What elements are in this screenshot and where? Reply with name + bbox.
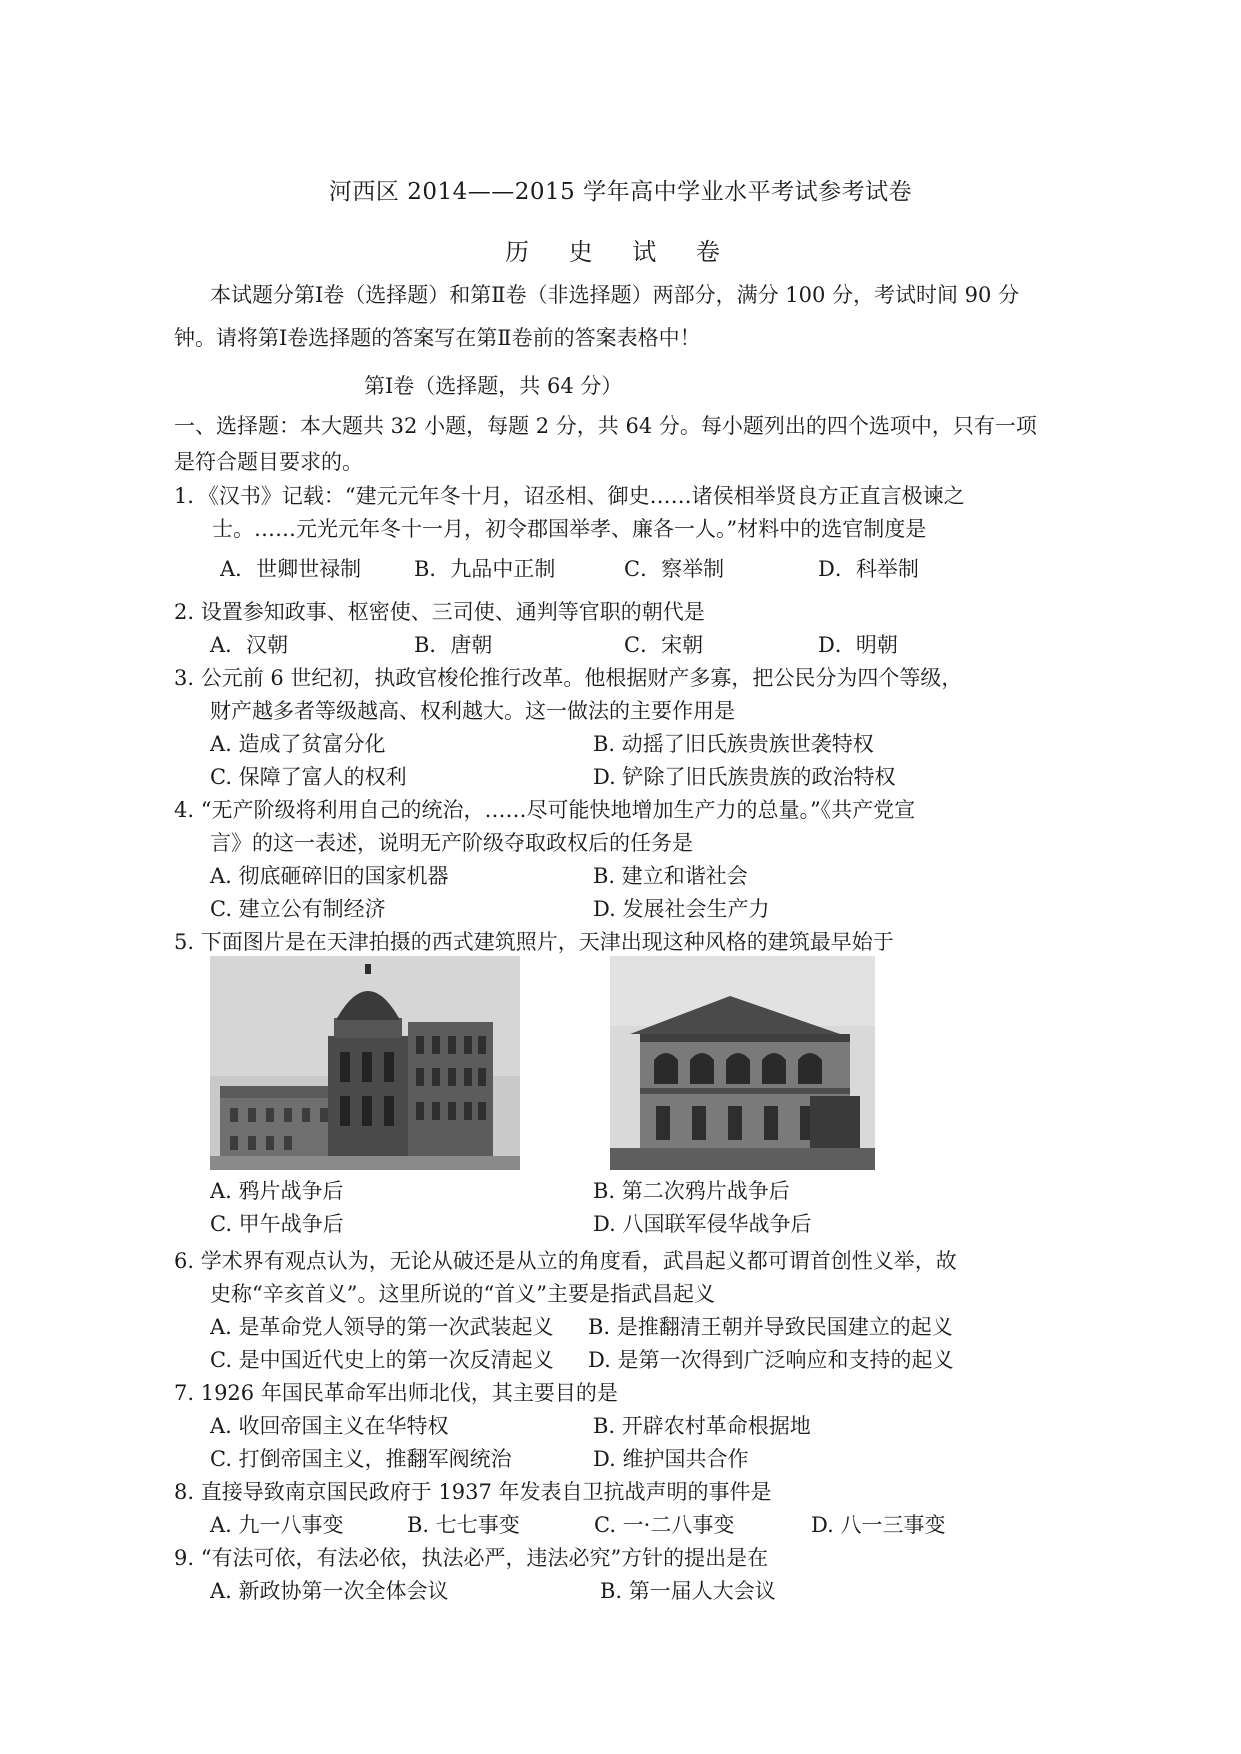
question-8-option-d: D. 八一三事变	[811, 1513, 946, 1537]
question-8-line-1: 8. 直接导致南京国民政府于 1937 年发表自卫抗战声明的事件是	[174, 1480, 772, 1504]
question-6-option-b: B. 是推翻清王朝并导致民国建立的起义	[588, 1315, 953, 1339]
question-7-option-c: C. 打倒帝国主义，推翻军阀统治	[210, 1447, 512, 1471]
question-3-option-b: B. 动摇了旧氏族贵族世袭特权	[593, 732, 874, 756]
question-1-line-1: 1．《汉书》记载：“建元元年冬十月，诏丞相、御史……诸侯相举贤良方正直言极谏之	[174, 484, 965, 508]
question-4-option-b: B. 建立和谐社会	[593, 864, 748, 888]
question-1-line-2: 士。……元光元年冬十一月，初令郡国举孝、廉各一人。”材料中的选官制度是	[212, 517, 927, 541]
building-photo-1	[210, 956, 520, 1170]
question-9-option-b: B. 第一届人大会议	[600, 1579, 776, 1603]
question-6-line-2: 史称“辛亥首义”。这里所说的“首义”主要是指武昌起义	[210, 1282, 715, 1306]
question-3-option-d: D. 铲除了旧氏族贵族的政治特权	[593, 765, 896, 789]
question-3-option-a: A. 造成了贫富分化	[210, 732, 386, 756]
question-5-option-d: D. 八国联军侵华战争后	[593, 1212, 812, 1236]
section-heading: 第Ⅰ卷（选择题，共 64 分）	[364, 374, 623, 398]
exam-subject: 历 史 试 卷	[505, 238, 736, 266]
question-2-option-a: A．汉朝	[210, 633, 289, 657]
question-7-option-d: D. 维护国共合作	[593, 1447, 749, 1471]
intro-line-2: 钟。请将第Ⅰ卷选择题的答案写在第Ⅱ卷前的答案表格中！	[174, 326, 701, 350]
question-3-option-c: C. 保障了富人的权利	[210, 765, 407, 789]
question-7-option-b: B. 开辟农村革命根据地	[593, 1414, 811, 1438]
exam-title: 河西区 2014——2015 学年高中学业水平考试参考试卷	[328, 179, 913, 205]
building-photo-2	[610, 956, 875, 1170]
question-1-option-d: D．科举制	[818, 557, 919, 581]
question-1-option-c: C．察举制	[624, 557, 725, 581]
question-8-option-a: A. 九一八事变	[210, 1513, 344, 1537]
question-4-line-2: 言》的这一表述，说明无产阶级夺取政权后的任务是	[210, 831, 693, 855]
question-2-line-1: 2. 设置参知政事、枢密使、三司使、通判等官职的朝代是	[174, 600, 705, 624]
question-4-line-1: 4. “无产阶级将利用自己的统治，……尽可能快地增加生产力的总量。”《共产党宣	[174, 798, 916, 822]
question-8-option-c: C. 一·二八事变	[594, 1513, 735, 1537]
question-9-option-a: A. 新政协第一次全体会议	[210, 1579, 449, 1603]
section-instruction-2: 是符合题目要求的。	[174, 450, 363, 474]
question-4-option-a: A. 彻底砸碎旧的国家机器	[210, 864, 449, 888]
question-2-option-c: C．宋朝	[624, 633, 704, 657]
question-3-line-1: 3. 公元前 6 世纪初，执政官梭伦推行改革。他根据财产多寡，把公民分为四个等级，	[174, 666, 963, 690]
question-8-option-b: B. 七七事变	[407, 1513, 520, 1537]
section-instruction-1: 一、选择题：本大题共 32 小题，每题 2 分，共 64 分。每小题列出的四个选项中，只有一项	[174, 414, 1037, 438]
question-4-option-d: D. 发展社会生产力	[593, 897, 770, 921]
question-6-option-c: C. 是中国近代史上的第一次反清起义	[210, 1348, 554, 1372]
question-9-line-1: 9. “有法可依，有法必依，执法必严，违法必究”方针的提出是在	[174, 1546, 769, 1570]
question-6-option-a: A. 是革命党人领导的第一次武装起义	[210, 1315, 554, 1339]
question-4-option-c: C. 建立公有制经济	[210, 897, 386, 921]
question-5-option-a: A. 鸦片战争后	[210, 1179, 344, 1203]
question-7-line-1: 7. 1926 年国民革命军出师北伐，其主要目的是	[174, 1381, 618, 1405]
question-5-line-1: 5. 下面图片是在天津拍摄的西式建筑照片，天津出现这种风格的建筑最早始于	[174, 930, 894, 954]
question-2-option-d: D．明朝	[818, 633, 898, 657]
question-5-option-b: B. 第二次鸦片战争后	[593, 1179, 790, 1203]
question-1-option-a: A．世卿世禄制	[220, 557, 362, 581]
intro-line-1: 本试题分第Ⅰ卷（选择题）和第Ⅱ卷（非选择题）两部分，满分 100 分，考试时间 90 分	[210, 283, 1020, 307]
question-3-line-2: 财产越多者等级越高、权利越大。这一做法的主要作用是	[210, 699, 735, 723]
question-6-option-d: D. 是第一次得到广泛响应和支持的起义	[588, 1348, 954, 1372]
question-1-option-b: B．九品中正制	[414, 557, 556, 581]
arched-villa-image	[610, 956, 875, 1170]
question-2-option-b: B．唐朝	[414, 633, 493, 657]
question-6-line-1: 6. 学术界有观点认为，无论从破还是从立的角度看，武昌起义都可谓首创性义举，故	[174, 1249, 957, 1273]
question-7-option-a: A. 收回帝国主义在华特权	[210, 1414, 449, 1438]
domed-building-image	[210, 956, 520, 1170]
question-5-option-c: C. 甲午战争后	[210, 1212, 344, 1236]
